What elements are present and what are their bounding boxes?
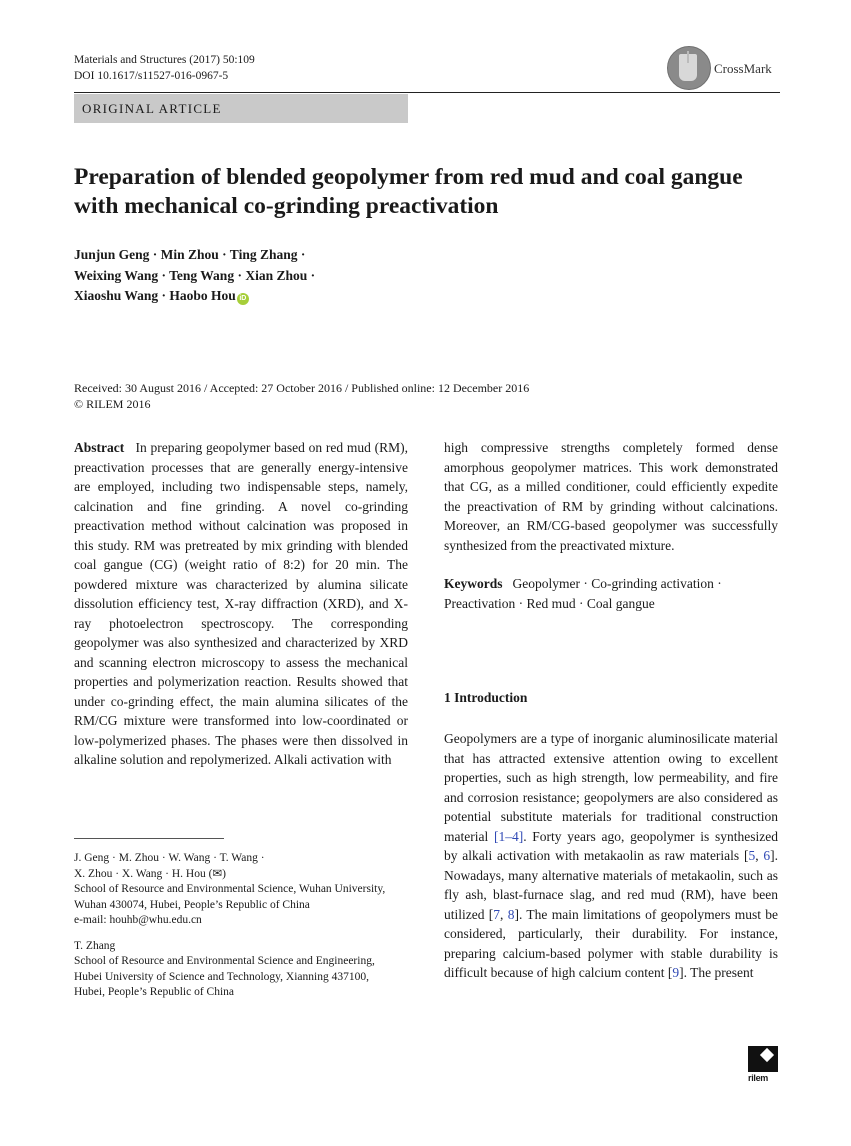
- rilem-logo-mark: [748, 1046, 778, 1072]
- article-type-banner: [74, 94, 408, 123]
- section-heading-introduction: 1 Introduction: [444, 690, 528, 705]
- intro-text: ,: [755, 848, 764, 863]
- keywords-label: Keywords: [444, 576, 503, 591]
- authors-line-3-text: Xiaoshu Wang · Haobo Hou: [74, 288, 236, 303]
- intro-text: ]. The present: [679, 965, 754, 980]
- introduction-paragraph: [444, 729, 778, 983]
- abstract-text-left: In preparing geopolymer based on red mud (RM), preactivation processes that are generally energy-intensive are employed, including two indispensable steps, namely, calcination and fine grinding. A novel co-grinding preactivation method without calcination was proposed in this study. RM was pretreated by mix grinding with blended coal gangue (CG) (weight ratio of 8:2) for 20 min. The powdered mixture was characterized by alumina silicate dissolution efficiency test, X-ray diffraction (XRD), and X-ray photoelectron spectroscopy. The corresponding geopolymer was also synthesized and characterized by XRD and scanning electron microscopy to assess the mechanical properties and polymerization reaction. Results showed that under co-grinding effect, the main alumina silicates of the RM/CG mixture were transformed into low-coordinated or low-polymerized phases. The phases were then dissolved in alkaline solution and repolymerized. Alkali activation with: [74, 440, 408, 767]
- intro-text: ]. The main limitations of geopolymers must be considered, particularly, their durability. For instance, preparing calcium-based polymer with stable durability is difficult because of high calcium content [: [444, 906, 778, 980]
- copyright-line: © RILEM 2016: [74, 397, 151, 411]
- citation-link[interactable]: 6: [763, 848, 771, 863]
- affiliation-2-name: T. Zhang: [74, 939, 116, 952]
- article-title: Preparation of blended geopolymer from red mud and coal gangue with mechanical co-grinding preactivation: [74, 164, 743, 219]
- dates-line: Received: 30 August 2016 / Accepted: 27 October 2016 / Published online: 12 December 2016: [74, 381, 530, 395]
- abstract-left-column: [74, 438, 408, 770]
- affiliations: [74, 851, 394, 1011]
- rilem-logo: [748, 1046, 780, 1084]
- affiliation-2: [74, 939, 394, 1001]
- affiliation-1: [74, 851, 394, 929]
- doi[interactable]: DOI 10.1617/s11527-016-0967-5: [74, 70, 229, 82]
- intro-text: . Forty years ago, geopolymer is synthesized by alkali activation with metakaolin as raw materials [: [444, 828, 778, 863]
- abstract-label: Abstract: [74, 440, 125, 455]
- corresponding-email[interactable]: e-mail: houhb@whu.edu.cn: [74, 914, 202, 926]
- journal-header: [74, 52, 255, 84]
- affiliation-1-institution: School of Resource and Environmental Science, Wuhan University, Wuhan 430074, Hubei, People’s Republic of China: [74, 883, 386, 911]
- keywords: [444, 574, 778, 613]
- publication-dates: [74, 380, 529, 412]
- authors-line-1: Junjun Geng · Min Zhou · Ting Zhang ·: [74, 247, 306, 262]
- crossmark-label: CrossMark: [714, 61, 772, 76]
- journal-citation: Materials and Structures (2017) 50:109: [74, 54, 255, 66]
- header-rule: [74, 92, 780, 93]
- affiliation-1-names-line-2: X. Zhou · X. Wang · H. Hou (✉): [74, 867, 226, 880]
- author-list: [74, 245, 414, 307]
- article-type-label: ORIGINAL ARTICLE: [82, 101, 222, 116]
- citation-link[interactable]: 8: [507, 906, 515, 922]
- crossmark-icon: [667, 46, 711, 90]
- keywords-text: Geopolymer · Co-grinding activation · Preactivation · Red mud · Coal gangue: [444, 576, 722, 611]
- affiliation-2-institution: School of Resource and Environmental Science and Engineering, Hubei University of Science and Technology, Xianning 437100, Hubei, People’s Republic of China: [74, 955, 375, 998]
- intro-text: Geopolymers are a type of inorganic aluminosilicate material that has attracted extensive attention owing to excellent properties, such as high strength, low permeability, and fire and corrosion resistance; geopolymers are also considered as potential substitute materials for traditional construction material: [444, 731, 778, 844]
- abstract-right-column: [444, 438, 778, 613]
- authors-line-3: [74, 286, 414, 307]
- authors-line-2: Weixing Wang · Teng Wang · Xian Zhou ·: [74, 267, 316, 283]
- intro-text: ,: [500, 906, 508, 922]
- intro-text: ]. Nowadays, many alternative materials of metakaolin, such as fly ash, blast-furnace slag, and red mud (RM), have been utilized [: [444, 848, 779, 922]
- citation-link[interactable]: 7: [493, 906, 501, 922]
- affiliation-1-names-line-1: J. Geng · M. Zhou · W. Wang · T. Wang ·: [74, 852, 265, 864]
- citation-link[interactable]: 5: [748, 848, 756, 863]
- citation-link[interactable]: [1–4]: [493, 828, 524, 844]
- abstract-text-right: high compressive strengths completely formed dense amorphous geopolymer matrices. This work demonstrated that CG, as a milled conditioner, could efficiently expedite the preactivation of RM by grinding without calcinations. Moreover, an RM/CG-based geopolymer was successfully synthesized from the preactivated mixture.: [444, 440, 778, 553]
- orcid-icon[interactable]: iD: [237, 293, 249, 305]
- crossmark-badge[interactable]: [667, 46, 789, 92]
- rilem-logo-text: rilem: [748, 1073, 769, 1083]
- footnote-rule: [74, 838, 224, 839]
- citation-link[interactable]: 9: [672, 965, 680, 980]
